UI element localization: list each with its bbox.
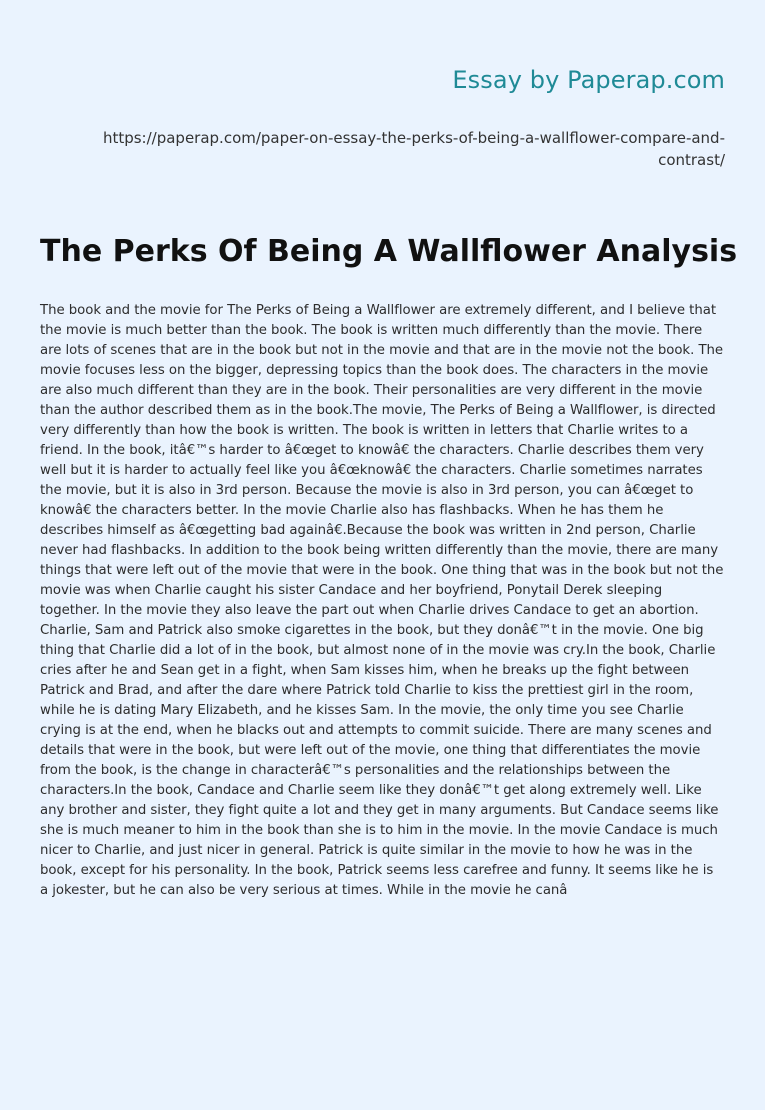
page-title: The Perks Of Being A Wallflower Analysis [40, 234, 738, 269]
essay-body-text: The book and the movie for The Perks of Being a Wallflower are extremely different, and I believe that the movie is much better than the book. The book is written much differently than the movie. There are lots of scenes that are in the book but not in the movie and that are in the movie not the book. The movie focuses less on the bigger, depressing topics than the book does. The characters in the movie are also much different than they are in the book. Their personalities are very different in the movie than the author described them as in the book.The movie, The Perks of Being a Wallflower, is directed very differently than how the book is written. The book is written in letters that Charlie writes to a friend. In the book, itâ€™s harder to â€œget to knowâ€ the characters. Charlie describes them very well but it is harder to actually feel like you â€œknowâ€ the characters. Charlie sometimes narrates the movie, but it is also in 3rd person. Because the movie is also in 3rd person, you can â€œget to knowâ€ the characters better. In the movie Charlie also has flashbacks. When he has them he describes himself as â€œgetting bad againâ€.Because the book was written in 2nd person, Charlie never had flashbacks. In addition to the book being written differently than the movie, there are many things that were left out of the movie that were in the book. One thing that was in the book but not the movie was when Charlie caught his sister Candace and her boyfriend, Ponytail Derek sleeping together. In the movie they also leave the part out when Charlie drives Candace to get an abortion. Charlie, Sam and Patrick also smoke cigarettes in the book, but they donâ€™t in the movie. One big thing that Charlie did a lot of in the book, but almost none of in the movie was cry.In the book, Charlie cries after he and Sean get in a fight, when Sam kisses him, when he breaks up the fight between Patrick and Brad, and after the dare where Patrick told Charlie to kiss the prettiest girl in the room, while he is dating Mary Elizabeth, and he kisses Sam. In the movie, the only time you see Charlie crying is at the end, when he blacks out and attempts to commit suicide. There are many scenes and details that were in the book, but were left out of the movie, one thing that differentiates the movie from the book, is the change in characterâ€™s personalities and the relationships between the characters.In the book, Candace and Charlie seem like they donâ€™t get along extremely well. Like any brother and sister, they fight quite a lot and they get in many arguments. But Candace seems like she is much meaner to him in the book than she is to him in the movie. In the movie Candace is much nicer to Charlie, and just nicer in general. Patrick is quite similar in the movie to how he was in the book, except for his personality. In the book, Patrick seems less carefree and funny. It seems like he is a jokester, but he can also be very serious at times. While in the movie he canâ [40, 303, 724, 898]
brand-link[interactable]: Essay by Paperap.com [452, 66, 725, 94]
source-url-link[interactable]: https://paperap.com/paper-on-essay-the-perks-of-being-a-wallflower-compare-and-contrast/ [102, 129, 725, 169]
